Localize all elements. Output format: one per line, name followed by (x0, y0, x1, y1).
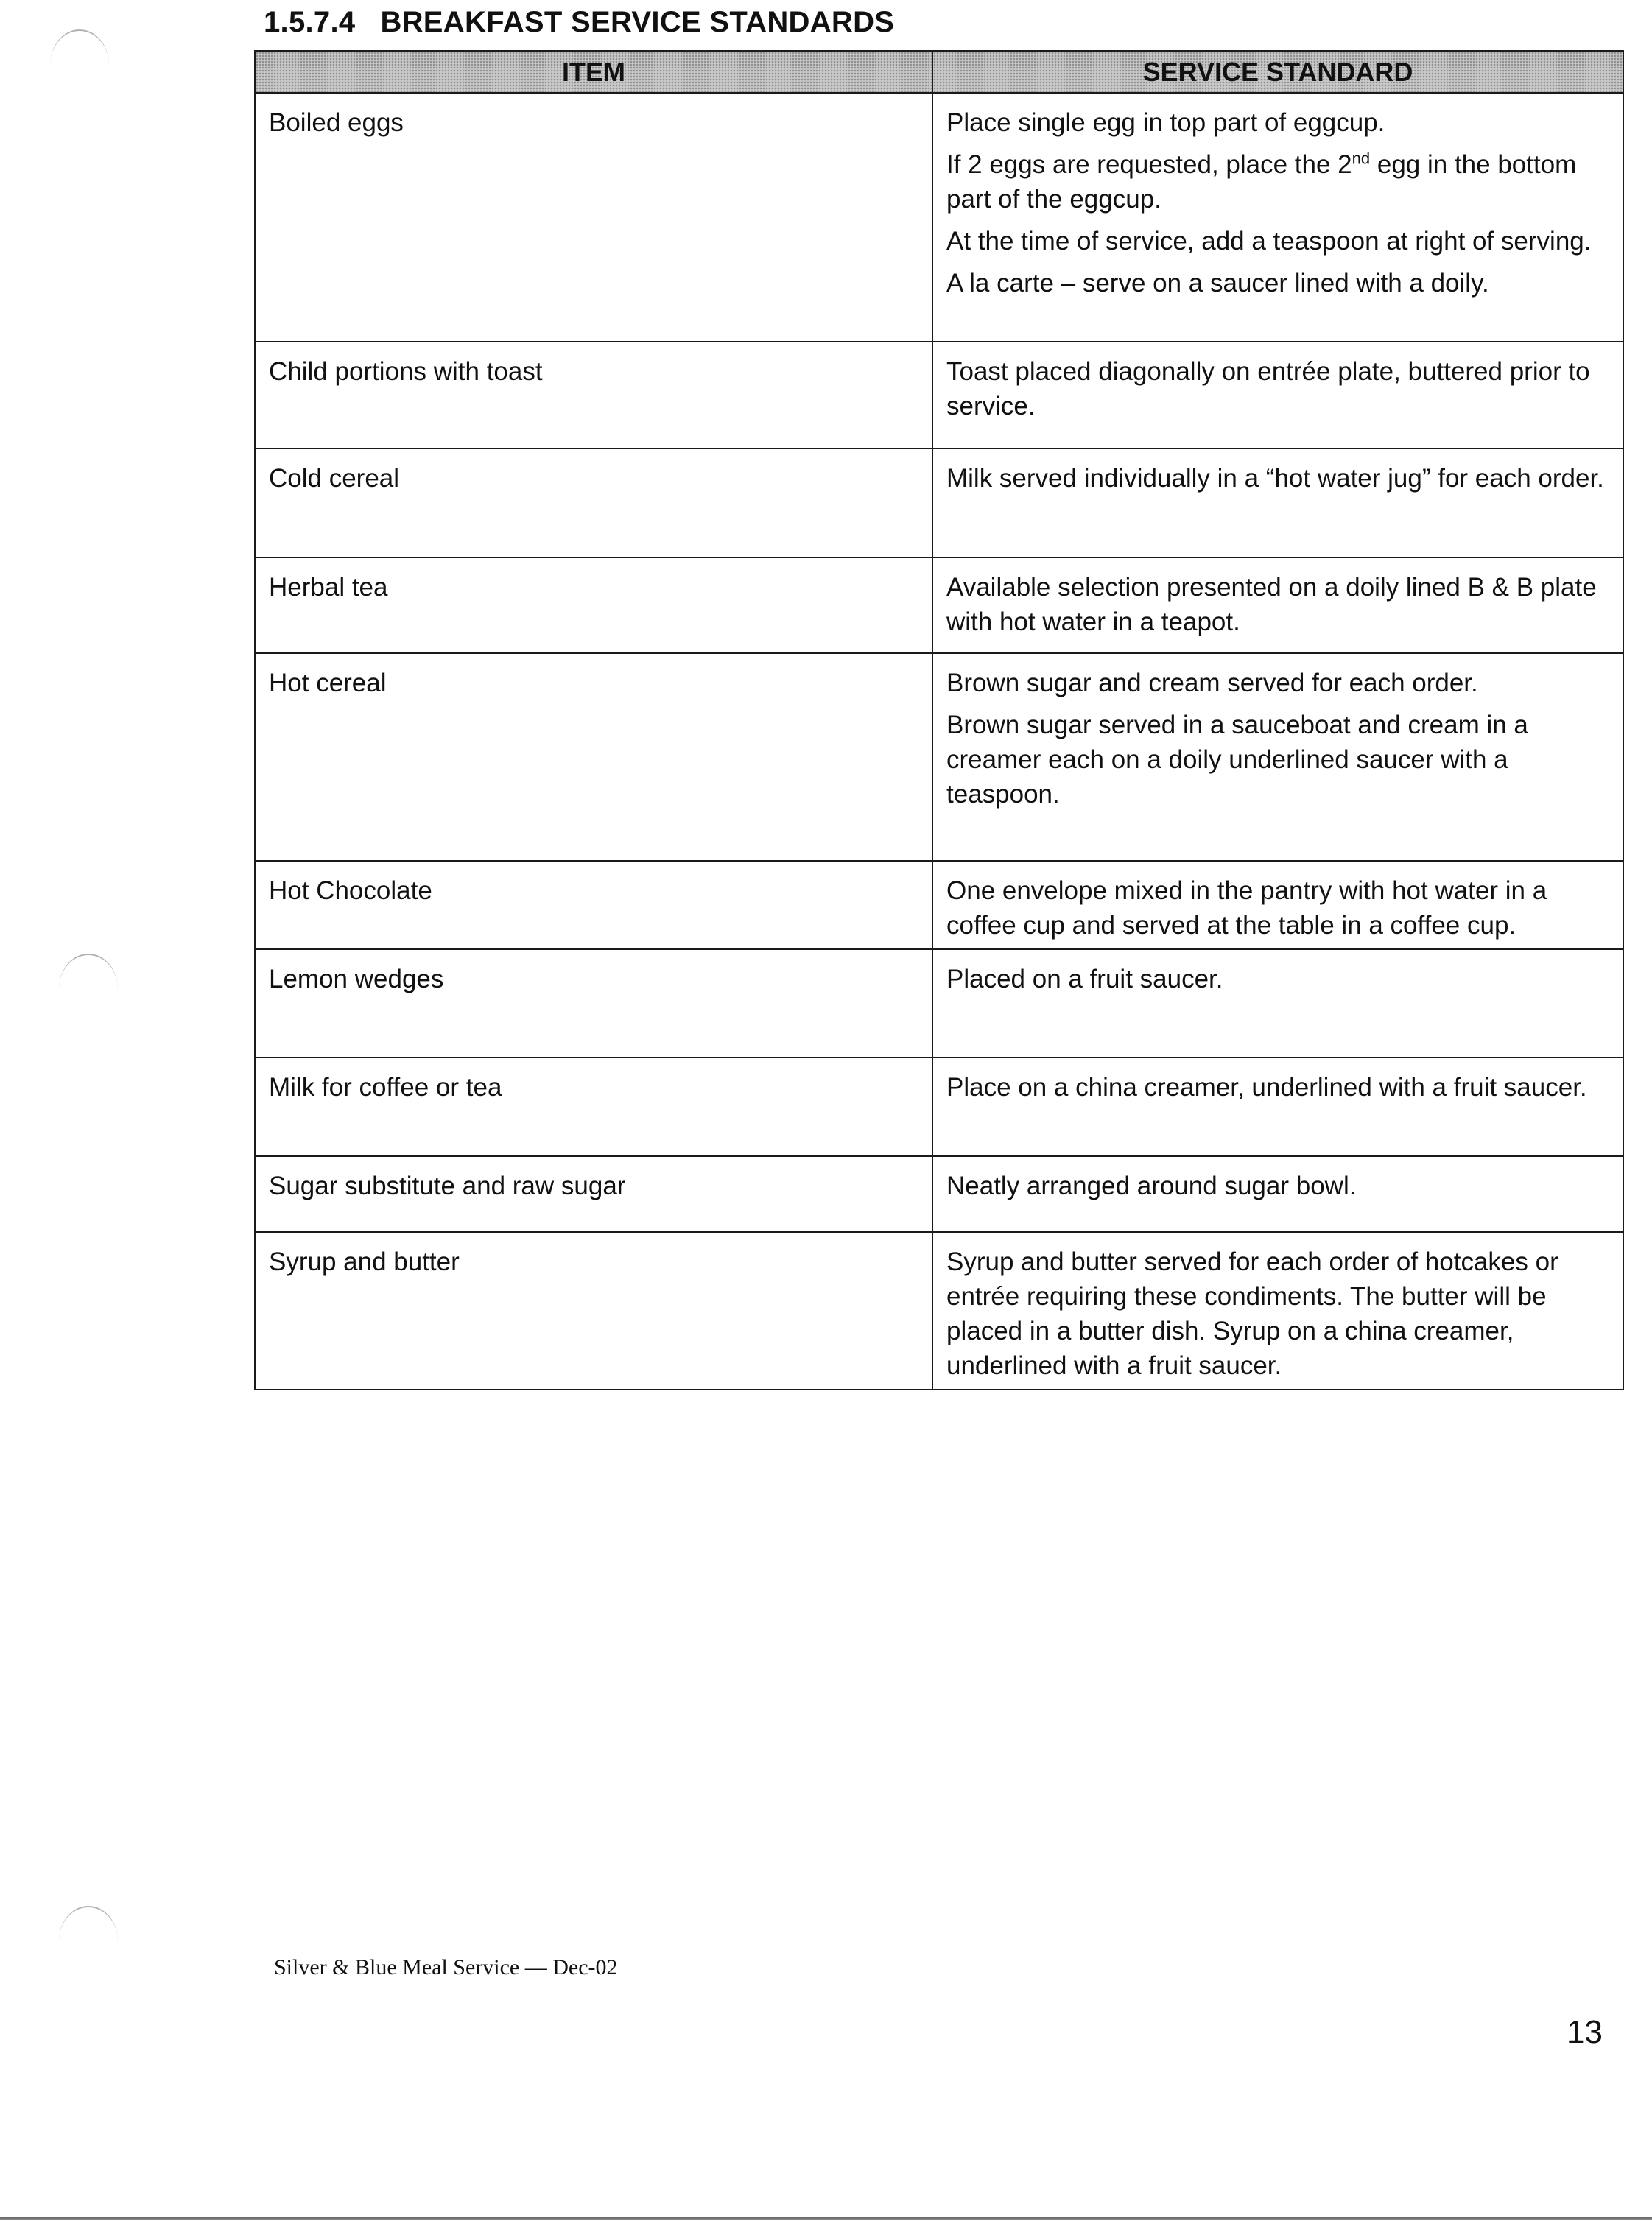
table-row (255, 93, 1623, 342)
standard-text-part: egg in the bottom part of the eggcup. (946, 150, 1577, 214)
standard-paragraph: Place on a china creamer, underlined with a fruit saucer. (946, 1073, 1587, 1102)
hole-punch-mark (59, 1906, 118, 1941)
service-standard-cell (932, 342, 1623, 448)
table-row (255, 949, 1623, 1057)
standard-paragraph (946, 147, 1609, 217)
standard-paragraph: Milk served individually in a “hot water jug” for each order. (946, 464, 1604, 493)
standard-text-part: If 2 eggs are requested, place the 2 (946, 150, 1352, 179)
service-standard-cell (932, 93, 1623, 342)
standard-paragraph: Placed on a fruit saucer. (946, 965, 1223, 993)
item-cell: Syrup and butter (255, 1232, 932, 1390)
hole-punch-mark (59, 954, 118, 989)
page-number: 13 (1567, 2014, 1603, 2050)
ordinal-superscript: nd (1352, 149, 1371, 168)
table-row (255, 653, 1623, 861)
service-standard-cell (932, 861, 1623, 949)
item-cell: Cold cereal (255, 448, 932, 557)
item-cell: Milk for coffee or tea (255, 1057, 932, 1156)
item-cell: Hot cereal (255, 653, 932, 861)
table-row (255, 342, 1623, 448)
section-title: BREAKFAST SERVICE STANDARDS (380, 6, 895, 38)
item-cell: Lemon wedges (255, 949, 932, 1057)
table-row (255, 557, 1623, 653)
item-cell: Herbal tea (255, 557, 932, 653)
service-standard-cell (932, 448, 1623, 557)
service-standard-cell (932, 653, 1623, 861)
footer-text: Silver & Blue Meal Service — Dec-02 (274, 1955, 618, 1979)
standard-paragraph: Available selection presented on a doily lined B & B plate with hot water in a teapot. (946, 573, 1597, 636)
service-standard-cell (932, 1232, 1623, 1390)
table-row (255, 448, 1623, 557)
table-row (255, 1156, 1623, 1232)
table-row (255, 1232, 1623, 1390)
standard-paragraph: Syrup and butter served for each order of hotcakes or entrée requiring these condiments. The butter will be placed in a butter dish. Syrup on a china creamer, underlined with a fruit saucer. (946, 1247, 1558, 1380)
service-standard-cell (932, 949, 1623, 1057)
standard-paragraph: Place single egg in top part of eggcup. (946, 108, 1385, 137)
standard-paragraph: Brown sugar and cream served for each order. (946, 669, 1478, 697)
page-bottom-edge (0, 2217, 1652, 2220)
table-header-row (255, 51, 1623, 93)
item-cell: Boiled eggs (255, 93, 932, 342)
standard-paragraph: At the time of service, add a teaspoon at right of serving. (946, 227, 1592, 256)
page-title (264, 6, 894, 39)
service-standard-cell (932, 557, 1623, 653)
standard-paragraph: A la carte – serve on a saucer lined with a doily. (946, 269, 1489, 298)
standard-paragraph: Neatly arranged around sugar bowl. (946, 1172, 1357, 1200)
service-standard-cell (932, 1156, 1623, 1232)
section-number: 1.5.7.4 (264, 6, 356, 38)
table-row (255, 1057, 1623, 1156)
item-cell: Hot Chocolate (255, 861, 932, 949)
table-row (255, 861, 1623, 949)
item-cell: Sugar substitute and raw sugar (255, 1156, 932, 1232)
column-header-service-standard: SERVICE STANDARD (932, 51, 1623, 93)
standard-paragraph: Brown sugar served in a sauceboat and cream in a creamer each on a doily underlined saucer with a teaspoon. (946, 711, 1528, 809)
hole-punch-mark (50, 29, 109, 65)
standard-paragraph: Toast placed diagonally on entrée plate, buttered prior to service. (946, 357, 1590, 420)
standard-paragraph: One envelope mixed in the pantry with hot water in a coffee cup and served at the table in a coffee cup. (946, 876, 1547, 940)
item-cell: Child portions with toast (255, 342, 932, 448)
column-header-item: ITEM (255, 51, 932, 93)
service-standard-cell (932, 1057, 1623, 1156)
service-standards-table (254, 50, 1624, 1390)
